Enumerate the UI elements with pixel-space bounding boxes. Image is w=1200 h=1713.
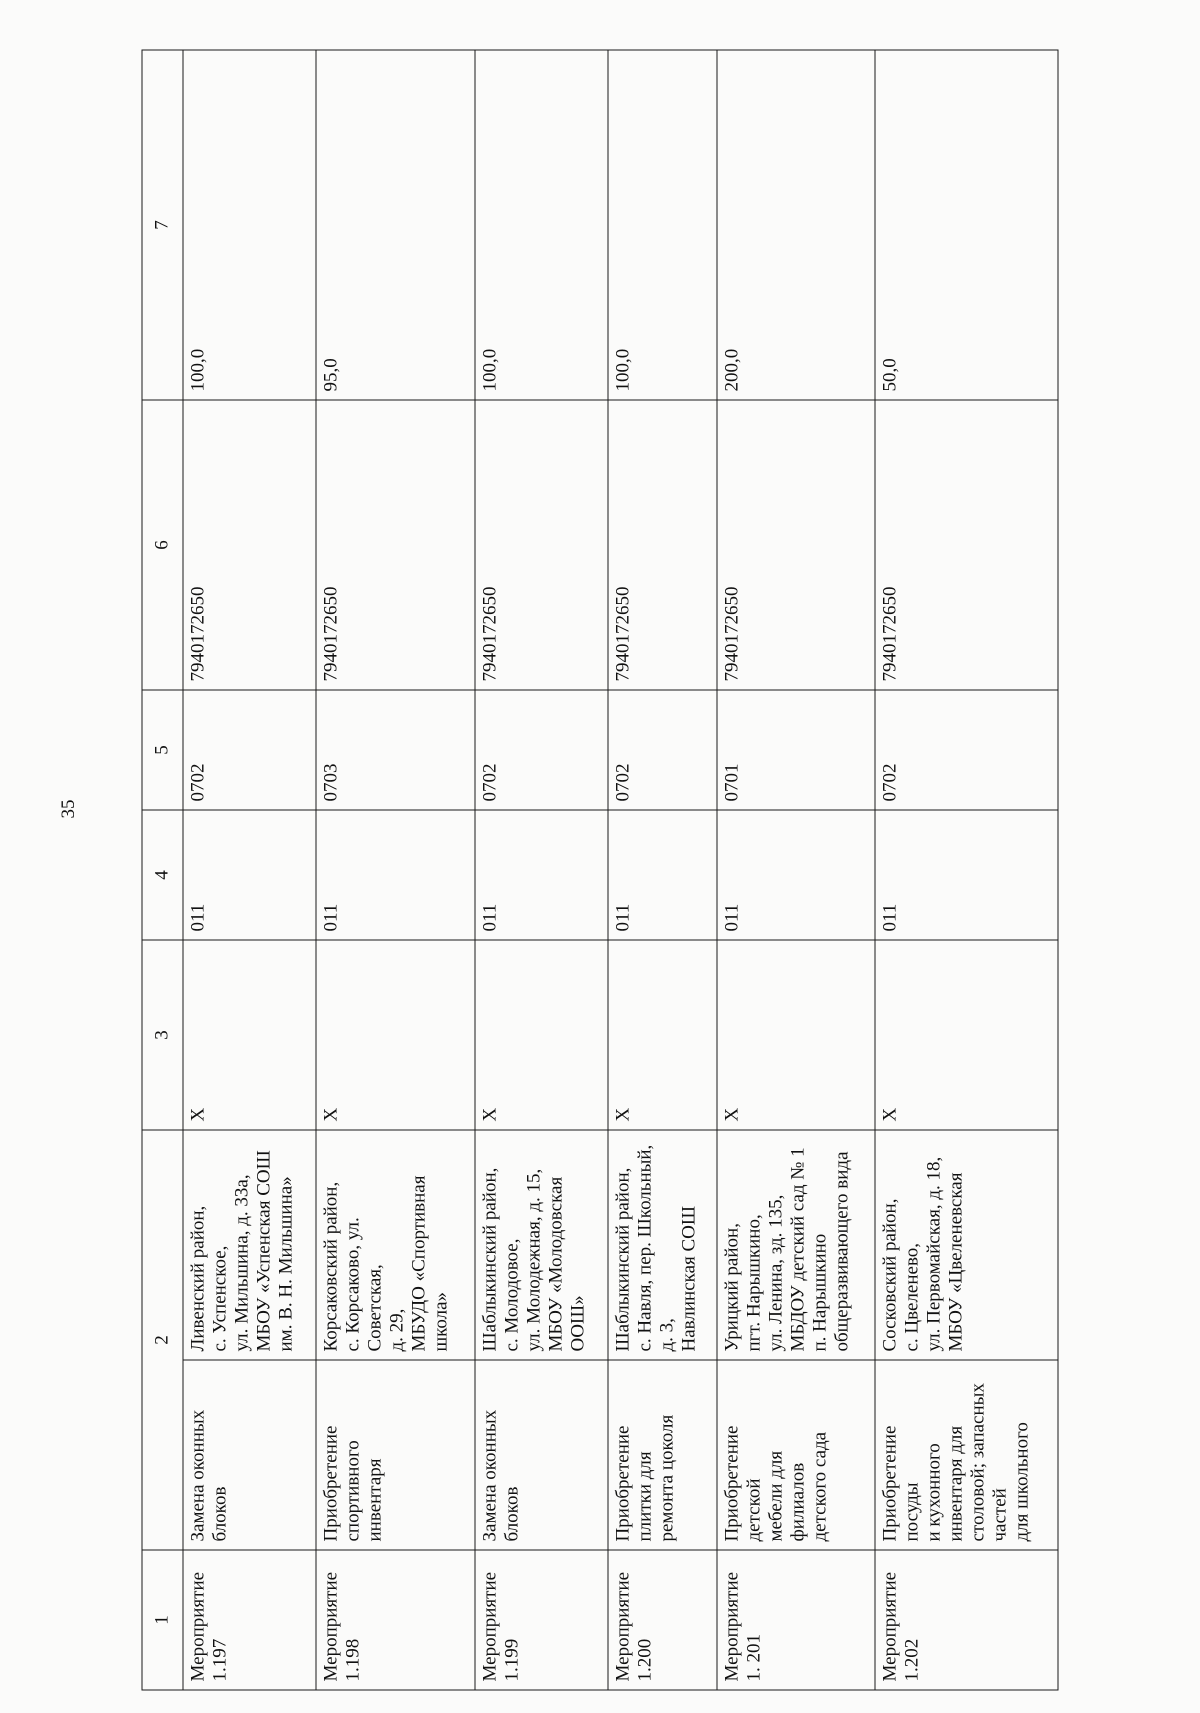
table-row [475, 50, 608, 1690]
header-col-5: 5 [142, 690, 183, 810]
address-cell: Урицкий район, пгт. Нарышкино, ул. Ленина, зд. 135, МБДОУ детский сад № 1 п. Нарышкино общеразвивающего вида [717, 1130, 875, 1360]
event-id-cell: Мероприятие 1.197 [183, 1550, 316, 1690]
mark-cell: Х [875, 940, 1058, 1130]
code-4-cell: 011 [608, 810, 717, 940]
code-5-cell: 0702 [183, 690, 316, 810]
event-id-cell: Мероприятие 1.199 [475, 1550, 608, 1690]
header-col-3: 3 [142, 940, 183, 1130]
code-6-cell: 7940172650 [183, 400, 316, 690]
code-4-cell: 011 [475, 810, 608, 940]
event-name-cell: Приобретение спортивного инвентаря [316, 1360, 474, 1550]
address-cell: Ливенский район, с. Успенское, ул. Мильшина, д. 33а, МБОУ «Успенская СОШ им. В. Н. Мильшина» [183, 1130, 316, 1360]
event-id-cell: Мероприятие 1. 201 [717, 1550, 875, 1690]
mark-cell: Х [183, 940, 316, 1130]
address-cell: Шаблыкинский район, с. Навля, пер. Школьный, д. 3, Навлинская СОШ [608, 1130, 717, 1360]
address-cell: Корсаковский район, с. Корсаково, ул. Советская, д. 29, МБУДО «Спортивная школа» [316, 1130, 474, 1360]
table-row [875, 50, 1058, 1690]
address-cell: Сосковский район, с. Цвеленево, ул. Первомайская, д. 18, МБОУ «Цвеленевская [875, 1130, 1058, 1360]
header-col-4: 4 [142, 810, 183, 940]
event-id-cell: Мероприятие 1.200 [608, 1550, 717, 1690]
header-col-1: 1 [142, 1550, 183, 1690]
mark-cell: Х [717, 940, 875, 1130]
code-4-cell: 011 [875, 810, 1058, 940]
mark-cell: Х [475, 940, 608, 1130]
amount-cell: 200,0 [717, 50, 875, 400]
table-row [717, 50, 875, 1690]
event-name-cell: Замена оконных блоков [183, 1360, 316, 1550]
code-6-cell: 7940172650 [475, 400, 608, 690]
amount-cell: 95,0 [316, 50, 474, 400]
code-4-cell: 011 [183, 810, 316, 940]
event-id-cell: Мероприятие 1.202 [875, 1550, 1058, 1690]
code-6-cell: 7940172650 [717, 400, 875, 690]
amount-cell: 100,0 [183, 50, 316, 400]
mark-cell: Х [316, 940, 474, 1130]
budget-table [142, 49, 1059, 1690]
code-4-cell: 011 [717, 810, 875, 940]
event-name-cell: Замена оконных блоков [475, 1360, 608, 1550]
code-5-cell: 0701 [717, 690, 875, 810]
mark-cell: Х [608, 940, 717, 1130]
table-row [183, 50, 316, 1690]
code-5-cell: 0702 [608, 690, 717, 810]
code-6-cell: 7940172650 [316, 400, 474, 690]
header-row [142, 50, 183, 1690]
code-6-cell: 7940172650 [875, 400, 1058, 690]
budget-table-sheet [142, 50, 1059, 1690]
code-6-cell: 7940172650 [608, 400, 717, 690]
header-col-2: 2 [142, 1130, 183, 1550]
header-col-7: 7 [142, 50, 183, 400]
table-row [316, 50, 474, 1690]
address-cell: Шаблыкинский район, с. Молодовое, ул. Молодежная, д. 15, МБОУ «Молодовская ООШ» [475, 1130, 608, 1360]
event-name-cell: Приобретение посуды и кухонного инвентаря для столовой; запасных частей для школьного [875, 1360, 1058, 1550]
event-name-cell: Приобретение детской мебели для филиалов детского сада [717, 1360, 875, 1550]
table-row [608, 50, 717, 1690]
code-5-cell: 0703 [316, 690, 474, 810]
amount-cell: 100,0 [475, 50, 608, 400]
amount-cell: 100,0 [608, 50, 717, 400]
code-5-cell: 0702 [475, 690, 608, 810]
header-col-6: 6 [142, 400, 183, 690]
event-id-cell: Мероприятие 1.198 [316, 1550, 474, 1690]
event-name-cell: Приобретение плитки для ремонта цоколя [608, 1360, 717, 1550]
amount-cell: 50,0 [875, 50, 1058, 400]
code-5-cell: 0702 [875, 690, 1058, 810]
page-number: 35 [58, 799, 79, 819]
code-4-cell: 011 [316, 810, 474, 940]
